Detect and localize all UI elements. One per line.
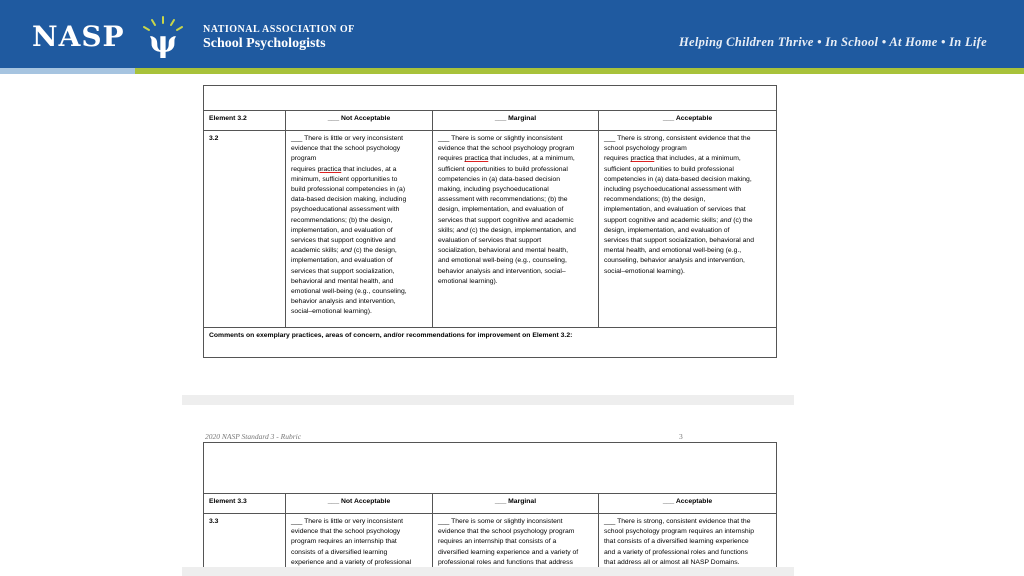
- site-header: [0, 0, 1024, 68]
- not-acceptable-header: ___ Not Acceptable: [286, 494, 433, 514]
- table-top-blank-row: [204, 86, 777, 111]
- row-label: 3.2: [204, 131, 286, 328]
- not-acceptable-cell: ___ There is little or very inconsistent evidence that the school psychology program requires practica that includes, at a minimum, sufficient opportunities to build professional competencies in (a) data-based decision making, including psychoeducational assessment with recommendations; (b) the design, implementation, and evaluation of services that support cognitive and academic skills; and (c) the design, implementation, and evaluation of services that support socialization, behavioral and mental health, and emotional well-being (e.g., counseling, behavior analysis and intervention, social–emotional learning).: [286, 131, 433, 328]
- marginal-header: ___ Marginal: [433, 494, 599, 514]
- tagline: Helping Children Thrive • In School • At Home • In Life: [678, 35, 987, 49]
- marginal-cell: ___ There is some or slightly inconsistent evidence that the school psychology program requires an internship that consists of a diversified learning experience and a variety of professional roles and functions that address: [433, 514, 599, 574]
- acceptable-cell: ___ There is strong, consistent evidence that the school psychology program requires practica that includes, at a minimum, sufficient opportunities to build professional competencies in (a) data-based decision making, including psychoeducational assessment with recommendations; (b) the design, implementation, and evaluation of services that support cognitive and academic skills; and (c) the design, implementation, and evaluation of services that support socialization, behavioral and mental health, and emotional well-being (e.g., counseling, behavior analysis and intervention, social–emotional learning).: [599, 131, 777, 328]
- org-name-line1: NATIONAL ASSOCIATION OF: [203, 24, 355, 35]
- page-number: 3: [679, 432, 683, 441]
- acceptable-header: ___ Acceptable: [599, 494, 777, 514]
- acceptable-cell: ___ There is strong, consistent evidence that the school psychology program requires an internship that consists of a diversified learning experience and a variety of professional roles and functions that address all or almost all NASP Domains.: [599, 514, 777, 574]
- header-stripe: [0, 68, 1024, 74]
- marginal-cell: ___ There is some or slightly inconsistent evidence that the school psychology program requires practica that includes, at a minimum, sufficient opportunities to build professional competencies in (a) data-based decision making, including psychoeducational assessment with recommendations; (b) the design, implementation, and evaluation of services that support cognitive and academic skills; and (c) the design, implementation, and evaluation of services that support socialization, behavioral and mental health, and emotional well-being (e.g., counseling, behavior analysis and intervention, social– emotional learning).: [433, 131, 599, 328]
- page-break-bottom: [182, 567, 794, 576]
- marginal-header: ___ Marginal: [433, 111, 599, 131]
- comments-row: Comments on exemplary practices, areas of concern, and/or recommendations for improvement on Element 3.2:: [204, 328, 777, 358]
- row-label: 3.3: [204, 514, 286, 574]
- nasp-logo-text[interactable]: NASP: [32, 20, 125, 53]
- page-break: [182, 395, 794, 405]
- element-header: Element 3.3: [204, 494, 286, 514]
- rubric-table-element-3-3: [203, 442, 777, 574]
- table-top-blank-row: [204, 443, 777, 494]
- acceptable-header: ___ Acceptable: [599, 111, 777, 131]
- not-acceptable-header: ___ Not Acceptable: [286, 111, 433, 131]
- element-header: Element 3.2: [204, 111, 286, 131]
- psi-logo-icon: [138, 14, 188, 58]
- page-footer: 2020 NASP Standard 3 - Rubric: [205, 432, 302, 441]
- org-name-line2: School Psychologists: [203, 36, 326, 51]
- svg-text:ψ: ψ: [148, 25, 178, 58]
- rubric-table-element-3-2: [203, 85, 777, 358]
- not-acceptable-cell: ___ There is little or very inconsistent evidence that the school psychology program requires an internship that consists of a diversified learning experience and a variety of professional: [286, 514, 433, 574]
